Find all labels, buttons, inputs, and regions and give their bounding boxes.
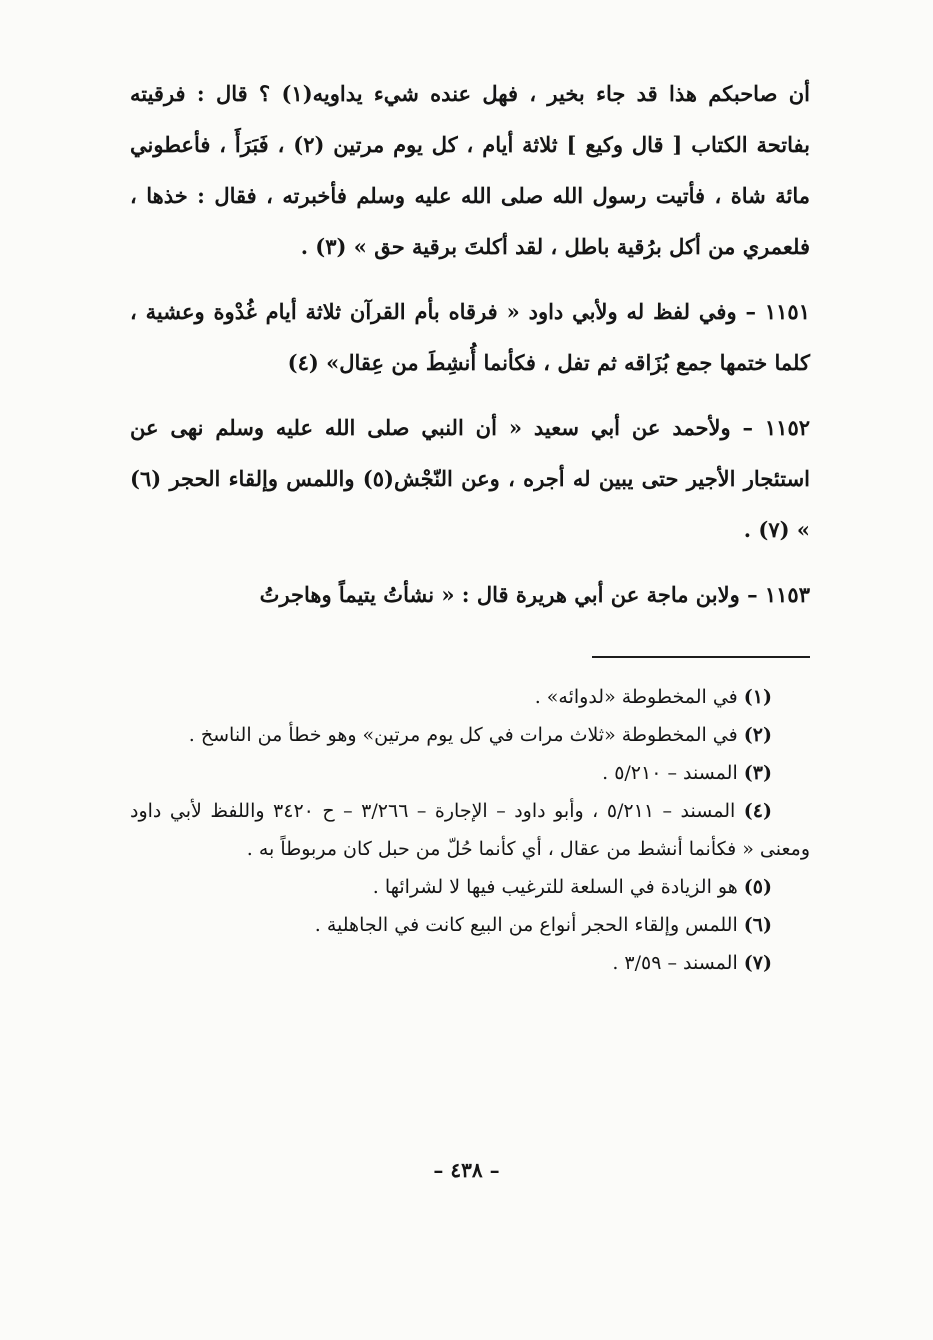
footnote-marker: (٦)	[743, 914, 772, 936]
footnote	[130, 792, 810, 868]
hadith-1153	[130, 569, 810, 620]
hadith-number: ١١٥٣ –	[747, 582, 810, 607]
paragraph-continuation: أن صاحبكم هذا قد جاء بخير ، فهل عنده شيء يداويه(١) ؟ قال : فرقيته بفاتحة الكتاب [ قال وكيع ] ثلاثة أيام ، كل يوم مرتين (٢) ، فَبَرَأَ ، فأعطوني مائة شاة ، فأتيت رسول الله صلى الله عليه وسلم فأخبرته ، فقال : خذها ، فلعمري من أكل برُقية باطل ، لقد أكلتَ برقية حق » (٣) .	[130, 81, 810, 259]
footnotes	[130, 678, 810, 982]
footnote	[130, 944, 810, 982]
page-number: – ٤٣٨ –	[433, 1158, 500, 1182]
footnote-marker: (٢)	[743, 724, 772, 746]
hadith-text: وفي لفظ له ولأبي داود « فرقاه بأم القرآن ثلاثة أيام غُدْوة وعشية ، كلما ختمها جمع بُزَاقه ثم تفل ، فكأنما أُنشِطَ من عِقال» (٤)	[130, 299, 810, 375]
footnote-text: في المخطوطة «ثلاث مرات في كل يوم مرتين» وهو خطأ من الناسخ .	[188, 724, 738, 746]
footnote-marker: (٥)	[743, 876, 772, 898]
hadith-number: ١١٥١ –	[745, 299, 810, 324]
footnote-text: المسند – ٥/٢١٠ .	[602, 762, 738, 784]
main-text	[130, 68, 810, 620]
hadith-number: ١١٥٢ –	[742, 415, 811, 440]
hadith-text: ولابن ماجة عن أبي هريرة قال : « نشأتُ يتيماً وهاجرتُ	[259, 582, 740, 607]
footnote-marker: (٤)	[743, 800, 773, 822]
page-body	[130, 68, 810, 982]
footnote	[130, 716, 810, 754]
footnote-text: هو الزيادة في السلعة للترغيب فيها لا لشرائها .	[372, 876, 738, 898]
footnote-text: اللمس وإلقاء الحجر أنواع من البيع كانت في الجاهلية .	[314, 914, 738, 936]
footnote-marker: (٣)	[743, 762, 772, 784]
footnote-separator	[592, 656, 810, 658]
footnote-text: المسند – ٣/٥٩ .	[612, 952, 738, 974]
footnote	[130, 906, 810, 944]
footnote-marker: (١)	[743, 686, 772, 708]
hadith-1152	[130, 402, 810, 555]
footnote	[130, 678, 810, 716]
hadith-text: ولأحمد عن أبي سعيد « أن النبي صلى الله عليه وسلم نهى عن استئجار الأجير حتى يبين له أجره ، وعن النّجْش(٥) واللمس وإلقاء الحجر (٦) » (٧) .	[130, 415, 810, 542]
footnote	[130, 868, 810, 906]
footnote-text: المسند – ٥/٢١١ ، وأبو داود – الإجارة – ٣/٢٦٦ – ح ٣٤٢٠ واللفظ لأبي داود ومعنى « فكأنما أنشط من عقال ، أي كأنما حُلّ من حبل كان مربوطاً به .	[130, 800, 810, 860]
footnote-text: في المخطوطة «لدوائه» .	[534, 686, 738, 708]
footnote-marker: (٧)	[743, 952, 772, 974]
footnote	[130, 754, 810, 792]
hadith-1151	[130, 286, 810, 388]
